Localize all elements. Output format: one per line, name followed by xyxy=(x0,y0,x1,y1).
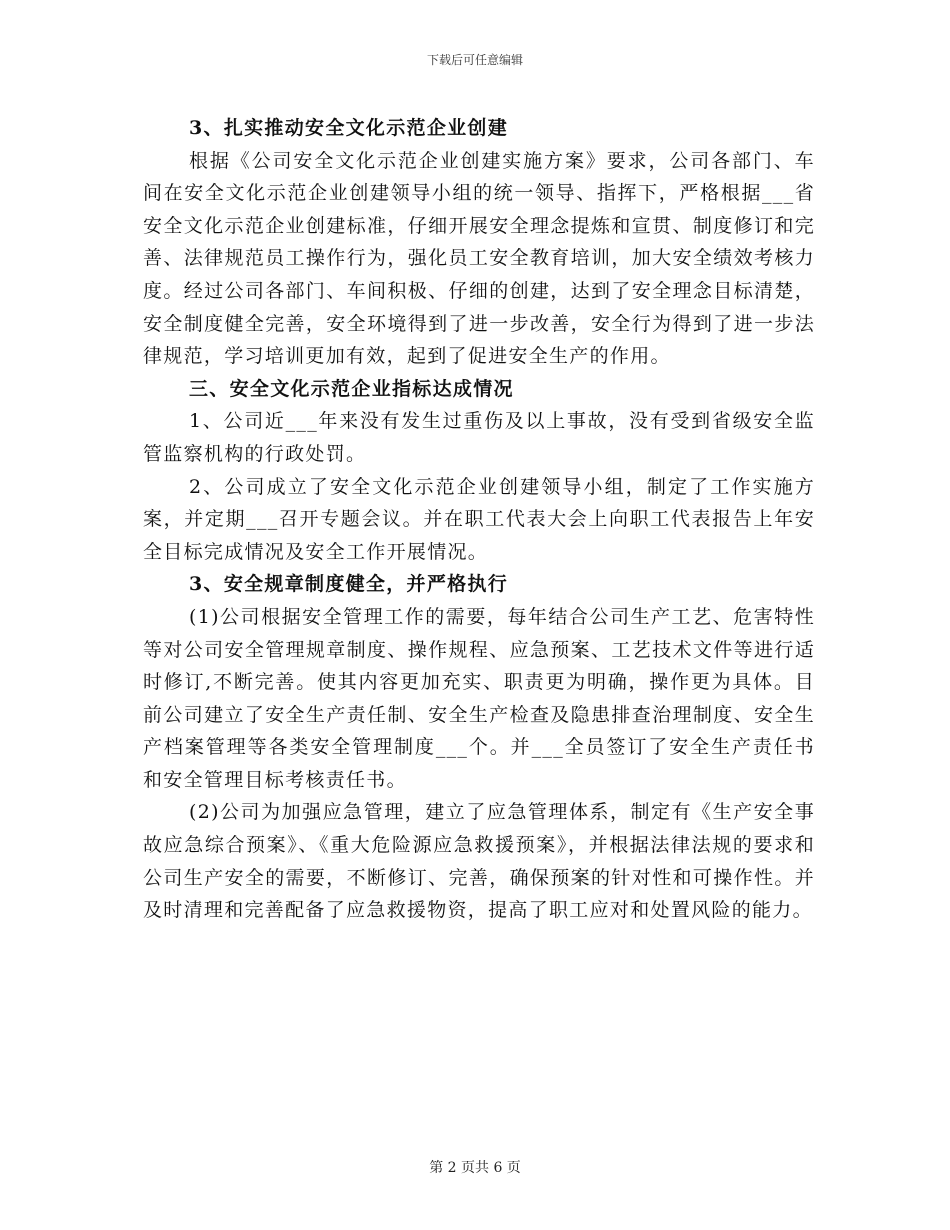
document-body xyxy=(143,112,815,927)
paragraph-rules-1: (1)公司根据安全管理工作的需要，每年结合公司生产工艺、危害特性等对公司安全管理规章制度、操作规程、应急预案、工艺技术文件等进行适时修订,不断完善。使其内容更加充实、职责更为明确，操作更为具体。目前公司建立了安全生产责任制、安全生产检查及隐患排查治理制度、安全生产档案管理等各类安全管理制度___个。并___全员签订了安全生产责任书和安全管理目标考核责任书。 xyxy=(143,605,815,791)
section-heading-indicators: 三、安全文化示范企业指标达成情况 xyxy=(189,377,514,400)
paragraph-indicator-2: 2、公司成立了安全文化示范企业创建领导小组，制定了工作实施方案，并定期___召开专题会议。并在职工代表大会上向职工代表报告上年安全目标完成情况及安全工作开展情况。 xyxy=(143,475,815,563)
section-heading-rules: 3、安全规章制度健全，并严格执行 xyxy=(189,573,509,596)
page-header: 下载后可任意编辑 xyxy=(426,53,523,67)
paragraph-creation-details: 根据《公司安全文化示范企业创建实施方案》要求，公司各部门、车间在安全文化示范企业创建领导小组的统一领导、指挥下，严格根据___省安全文化示范企业创建标准，仔细开展安全理念提炼和宣贯、制度修订和完善、法律规范员工操作行为，强化员工安全教育培训，加大安全绩效考核力度。经过公司各部门、车间积极、仔细的创建，达到了安全理念目标清楚，安全制度健全完善，安全环境得到了进一步改善，安全行为得到了进一步法律规范，学习培训更加有效，起到了促进安全生产的作用。 xyxy=(143,149,815,368)
paragraph-indicator-1: 1、公司近___年来没有发生过重伤及以上事故，没有受到省级安全监管监察机构的行政处罚。 xyxy=(143,410,815,465)
page-footer: 第 2 页共 6 页 xyxy=(429,1160,521,1176)
section-heading-3-culture-creation: 3、扎实推动安全文化示范企业创建 xyxy=(189,117,509,139)
paragraph-rules-2: (2)公司为加强应急管理，建立了应急管理体系，制定有《生产安全事故应急综合预案》、《重大危险源应急救援预案》，并根据法律法规的要求和公司生产安全的需要，不断修订、完善，确保预案的针对性和可操作性。并及时清理和完善配备了应急救援物资，提高了职工应对和处置风险的能力。 xyxy=(143,801,815,922)
